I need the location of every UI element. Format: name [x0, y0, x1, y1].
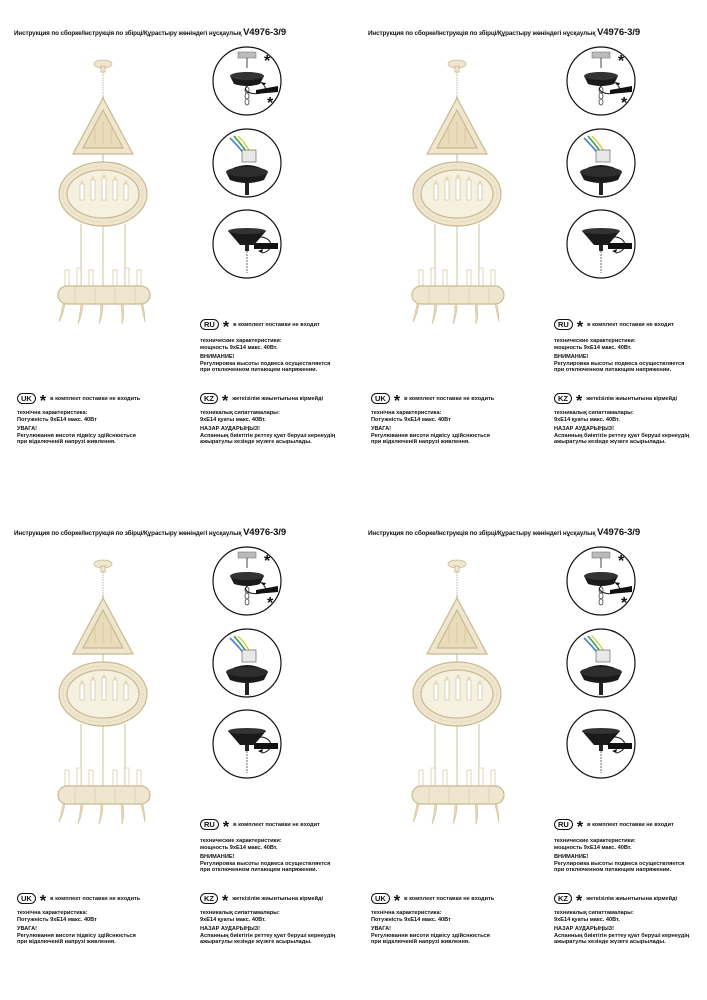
model-code: V4976-3/9 — [597, 27, 641, 38]
ru-section-header — [200, 318, 320, 336]
uk-not-included-note: в комплект поставки не входить — [404, 895, 495, 902]
chandelier-illustration — [55, 556, 155, 826]
asterisk-icon: * — [393, 392, 401, 410]
ceiling-mount-step-icon — [566, 46, 636, 116]
ru-section-header — [200, 818, 320, 836]
asterisk-icon: * — [393, 892, 401, 910]
kz-badge: KZ — [554, 393, 572, 404]
kz-not-included-note: жеткізілім жиынтығына кірмейді — [586, 895, 678, 902]
uk-specifications: технічна характеристика: Потужність 9xE14 макс. 40Вт УВАГА! Регулювання висоти підвісу здійснюється при відключеній напрузі живлення. — [371, 910, 490, 945]
ru-specifications: технические характеристики: мощность 9xE14 макс. 40Вт. ВНИМАНИЕ! Регулировка высоты подвеса осуществляется при отключенном питающем напряжении. — [200, 838, 331, 873]
asterisk-icon: * — [39, 392, 47, 410]
asterisk-icon: * — [576, 318, 584, 336]
asterisk-icon: * — [222, 318, 230, 336]
kz-not-included-note: жеткізілім жиынтығына кірмейді — [232, 395, 324, 402]
instruction-title — [14, 27, 286, 38]
instruction-panel — [0, 0, 353, 500]
uk-section-header — [17, 892, 141, 910]
instruction-panel — [354, 0, 707, 500]
instruction-title — [368, 527, 640, 538]
uk-badge: UK — [17, 393, 36, 404]
uk-not-included-note: в комплект поставки не входить — [50, 895, 141, 902]
asterisk-icon: * — [222, 892, 229, 910]
wiring-step-icon — [212, 628, 282, 698]
kz-not-included-note: жеткізілім жиынтығына кірмейді — [232, 895, 324, 902]
ru-badge: RU — [200, 819, 219, 830]
kz-specifications: техникалық сипаттамалары: 9xE14 қуаты макс. 40Вт. НАЗАР АУДАРЫҢЫЗ! Аспанның биіктігін реттеу қуат беруші кернеудің ажыратулы кезінде жүзеге асырылады. — [554, 910, 690, 945]
instruction-panel — [0, 500, 353, 1000]
kz-not-included-note: жеткізілім жиынтығына кірмейді — [586, 395, 678, 402]
kz-section-header — [554, 892, 678, 910]
kz-specifications: техникалық сипаттамалары: 9xE14 қуаты макс. 40Вт. НАЗАР АУДАРЫҢЫЗ! Аспанның биіктігін реттеу қуат беруші кернеудің ажыратулы кезінде жүзеге асырылады. — [200, 410, 336, 445]
asterisk-icon: * — [222, 818, 230, 836]
ru-specifications: технические характеристики: мощность 9xE14 макс. 40Вт. ВНИМАНИЕ! Регулировка высоты подвеса осуществляется при отключенном питающем напряжении. — [200, 338, 331, 373]
ceiling-mount-step-icon — [566, 546, 636, 616]
uk-not-included-note: в комплект поставки не входить — [404, 395, 495, 402]
ru-section-header — [554, 818, 674, 836]
chandelier-illustration — [55, 56, 155, 326]
wiring-step-icon — [212, 128, 282, 198]
canopy-install-step-icon — [566, 209, 636, 279]
ru-not-included-note: в комплект поставки не входит — [233, 321, 320, 328]
kz-section-header — [200, 392, 324, 410]
ceiling-mount-step-icon — [212, 46, 282, 116]
uk-specifications: технічна характеристика: Потужність 9xE14 макс. 40Вт УВАГА! Регулювання висоти підвісу здійснюється при відключеній напрузі живлення. — [371, 410, 490, 445]
canopy-install-step-icon — [212, 709, 282, 779]
ru-not-included-note: в комплект поставки не входит — [587, 321, 674, 328]
uk-not-included-note: в комплект поставки не входить — [50, 395, 141, 402]
ru-not-included-note: в комплект поставки не входит — [587, 821, 674, 828]
kz-specifications: техникалық сипаттамалары: 9xE14 қуаты макс. 40Вт. НАЗАР АУДАРЫҢЫЗ! Аспанның биіктігін реттеу қуат беруші кернеудің ажыратулы кезінде жүзеге асырылады. — [554, 410, 690, 445]
ceiling-mount-step-icon — [212, 546, 282, 616]
asterisk-icon: * — [576, 392, 583, 410]
canopy-install-step-icon — [212, 209, 282, 279]
ru-specifications: технические характеристики: мощность 9xE14 макс. 40Вт. ВНИМАНИЕ! Регулировка высоты подвеса осуществляется при отключенном питающем напряжении. — [554, 838, 685, 873]
wiring-step-icon — [566, 628, 636, 698]
kz-badge: KZ — [200, 893, 218, 904]
uk-specifications: технічна характеристика: Потужність 9xE14 макс. 40Вт УВАГА! Регулювання висоти підвісу здійснюється при відключеній напрузі живлення. — [17, 910, 136, 945]
uk-specifications: технічна характеристика: Потужність 9xE14 макс. 40Вт УВАГА! Регулювання висоти підвісу здійснюється при відключеній напрузі живлення. — [17, 410, 136, 445]
chandelier-illustration — [409, 56, 509, 326]
kz-badge: KZ — [200, 393, 218, 404]
canopy-install-step-icon — [566, 709, 636, 779]
instruction-title — [14, 527, 286, 538]
kz-badge: KZ — [554, 893, 572, 904]
chandelier-illustration — [409, 556, 509, 826]
wiring-step-icon — [566, 128, 636, 198]
kz-section-header — [554, 392, 678, 410]
uk-badge: UK — [371, 893, 390, 904]
asterisk-icon: * — [222, 392, 229, 410]
uk-section-header — [371, 892, 495, 910]
ru-not-included-note: в комплект поставки не входит — [233, 821, 320, 828]
asterisk-icon: * — [39, 892, 47, 910]
uk-badge: UK — [371, 393, 390, 404]
model-code: V4976-3/9 — [243, 527, 287, 538]
uk-section-header — [17, 392, 141, 410]
model-code: V4976-3/9 — [597, 527, 641, 538]
asterisk-icon: * — [576, 892, 583, 910]
title-text: Инструкция по сборке/Інструкція по збірці/Құрастыру жөніндегі нұсқаулық — [368, 530, 596, 537]
ru-badge: RU — [554, 319, 573, 330]
title-text: Инструкция по сборке/Інструкція по збірці/Құрастыру жөніндегі нұсқаулық — [368, 30, 596, 37]
ru-specifications: технические характеристики: мощность 9xE14 макс. 40Вт. ВНИМАНИЕ! Регулировка высоты подвеса осуществляется при отключенном питающем напряжении. — [554, 338, 685, 373]
kz-specifications: техникалық сипаттамалары: 9xE14 қуаты макс. 40Вт. НАЗАР АУДАРЫҢЫЗ! Аспанның биіктігін реттеу қуат беруші кернеудің ажыратулы кезінде жүзеге асырылады. — [200, 910, 336, 945]
ru-section-header — [554, 318, 674, 336]
instruction-panel — [354, 500, 707, 1000]
kz-section-header — [200, 892, 324, 910]
model-code: V4976-3/9 — [243, 27, 287, 38]
instruction-title — [368, 27, 640, 38]
title-text: Инструкция по сборке/Інструкція по збірці/Құрастыру жөніндегі нұсқаулық — [14, 30, 242, 37]
asterisk-icon: * — [576, 818, 584, 836]
ru-badge: RU — [554, 819, 573, 830]
ru-badge: RU — [200, 319, 219, 330]
uk-badge: UK — [17, 893, 36, 904]
title-text: Инструкция по сборке/Інструкція по збірці/Құрастыру жөніндегі нұсқаулық — [14, 530, 242, 537]
uk-section-header — [371, 392, 495, 410]
